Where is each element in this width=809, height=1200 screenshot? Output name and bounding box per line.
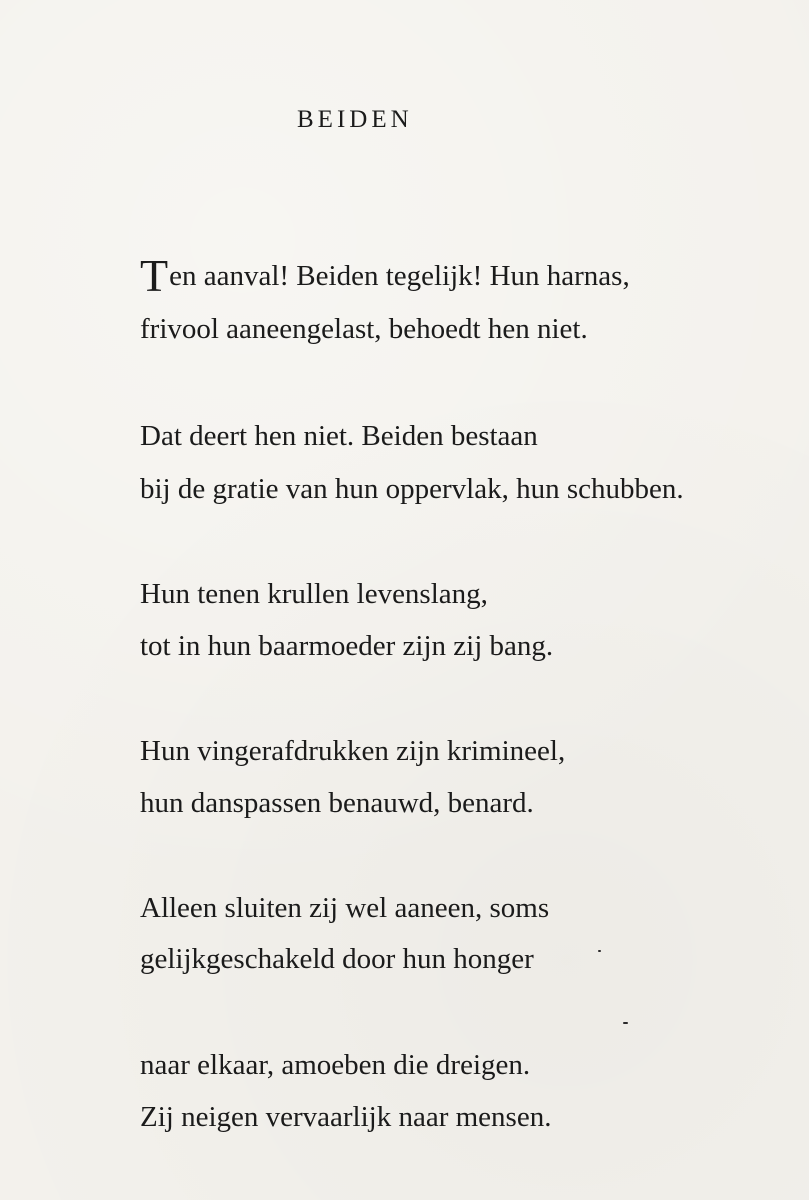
drop-cap: T [140, 250, 169, 301]
poem-line: Alleen sluiten zij wel aaneen, soms [140, 892, 550, 924]
poem-line: naar elkaar, amoeben die dreigen. [140, 1049, 531, 1081]
poem-line [140, 250, 630, 301]
poem-line: frivool aaneengelast, behoedt hen niet. [140, 313, 588, 345]
poem-line: Hun vingerafdrukken zijn krimineel, [140, 735, 566, 767]
poem-line: bij de gratie van hun oppervlak, hun schubben. [140, 473, 684, 505]
paper-speck [598, 950, 601, 952]
poem-line: Hun tenen krullen levenslang, [140, 578, 488, 610]
paper-speck [623, 1022, 628, 1024]
poem-line: gelijkgeschakeld door hun honger [140, 943, 534, 975]
poem-line-text: en aanval! Beiden tegelijk! Hun harnas, [169, 260, 630, 292]
poem-line: Zij neigen vervaarlijk naar mensen. [140, 1101, 552, 1133]
poem-line: hun danspassen benauwd, benard. [140, 787, 534, 819]
poem-line: tot in hun baarmoeder zijn zij bang. [140, 630, 554, 662]
poem-line: Dat deert hen niet. Beiden bestaan [140, 420, 538, 452]
poem-title: BEIDEN [297, 106, 413, 133]
